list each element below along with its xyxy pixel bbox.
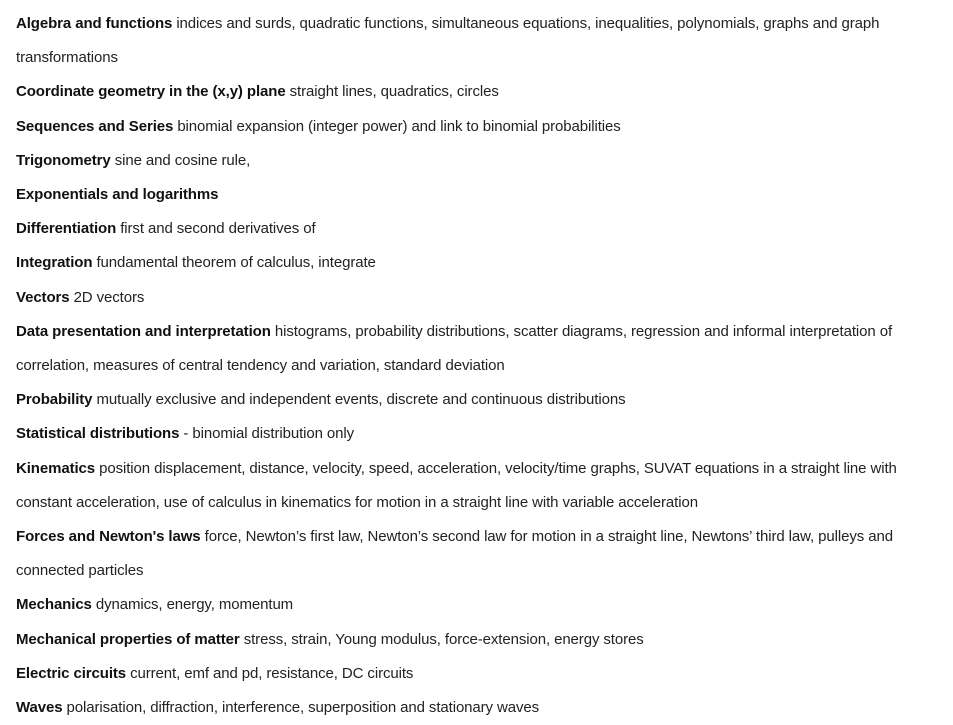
topic-description: dynamics, energy, momentum [91,596,294,614]
topic-description: histograms, probability distributions, scatter diagrams, regression and informal interpretation of correlation, measures of central tendency and variation, standard deviation [16,322,893,375]
topic-title: Coordinate geometry in the (x,y) plane [16,83,286,101]
topic-title: Mechanical properties of matter [16,630,240,648]
topic-algebra-and-functions [16,7,941,75]
topic-description: mutually exclusive and independent events, discrete and continuous distributions [92,391,626,409]
topic-forces-and-newtons-laws [16,520,941,588]
topic-title: Trigonometry [16,151,111,169]
topic-description: 2D vectors [69,288,145,306]
topic-integration [16,246,941,280]
topic-mechanics [16,588,941,622]
topic-title: Forces and Newton's laws [16,528,201,546]
topic-title: Kinematics [16,459,96,477]
topic-title: Algebra and functions [16,15,173,32]
topic-title: Mechanics [16,596,92,614]
topic-description: indices and surds, quadratic functions, simultaneous equations, inequalities, polynomials, graphs and graph transformations [16,15,880,67]
topic-title: Waves [16,699,63,717]
topic-exponentials-and-logarithms [16,178,941,212]
topic-statistical-distributions [16,417,941,451]
topic-title: Sequences and Series [16,117,174,135]
topic-data-presentation [16,315,941,383]
topic-title: Data presentation and interpretation [16,322,271,340]
topic-kinematics [16,452,941,520]
topic-description: first and second derivatives of [116,220,316,238]
topic-electric-circuits [16,657,941,691]
topic-description: current, emf and pd, resistance, DC circuits [126,664,414,682]
topic-sequences-and-series [16,110,941,144]
topic-description: straight lines, quadratics, circles [285,83,499,101]
topic-title: Exponentials and logarithms [16,186,219,204]
topic-vectors [16,281,941,315]
topic-description: fundamental theorem of calculus, integrate [92,254,376,272]
topic-description: position displacement, distance, velocity, speed, acceleration, velocity/time graphs, SUVAT equations in a straight line with constant acceleration, use of calculus in kinematics for motion in a straight line with variable acceleration [16,459,897,511]
topic-title: Integration [16,254,93,272]
topic-description: - binomial distribution only [179,425,355,443]
topic-title: Vectors [16,288,70,306]
topic-description: polarisation, diffraction, interference, superposition and stationary waves [62,699,540,717]
topic-probability [16,383,941,417]
topic-title: Differentiation [16,220,117,238]
topic-trigonometry [16,144,941,178]
topic-mechanical-properties-of-matter [16,623,941,657]
topic-description: sine and cosine rule, [110,151,251,169]
topic-coordinate-geometry [16,75,941,109]
topic-differentiation [16,212,941,246]
topic-description: force, Newton’s first law, Newton’s second law for motion in a straight line, Newtons’ third law, pulleys and connected particles [16,528,893,580]
topic-title: Probability [16,391,93,409]
topic-title: Statistical distributions [16,425,180,443]
topic-description: stress, strain, Young modulus, force-extension, energy stores [239,630,644,648]
topic-description: binomial expansion (integer power) and link to binomial probabilities [173,117,621,135]
topic-title: Electric circuits [16,664,127,682]
